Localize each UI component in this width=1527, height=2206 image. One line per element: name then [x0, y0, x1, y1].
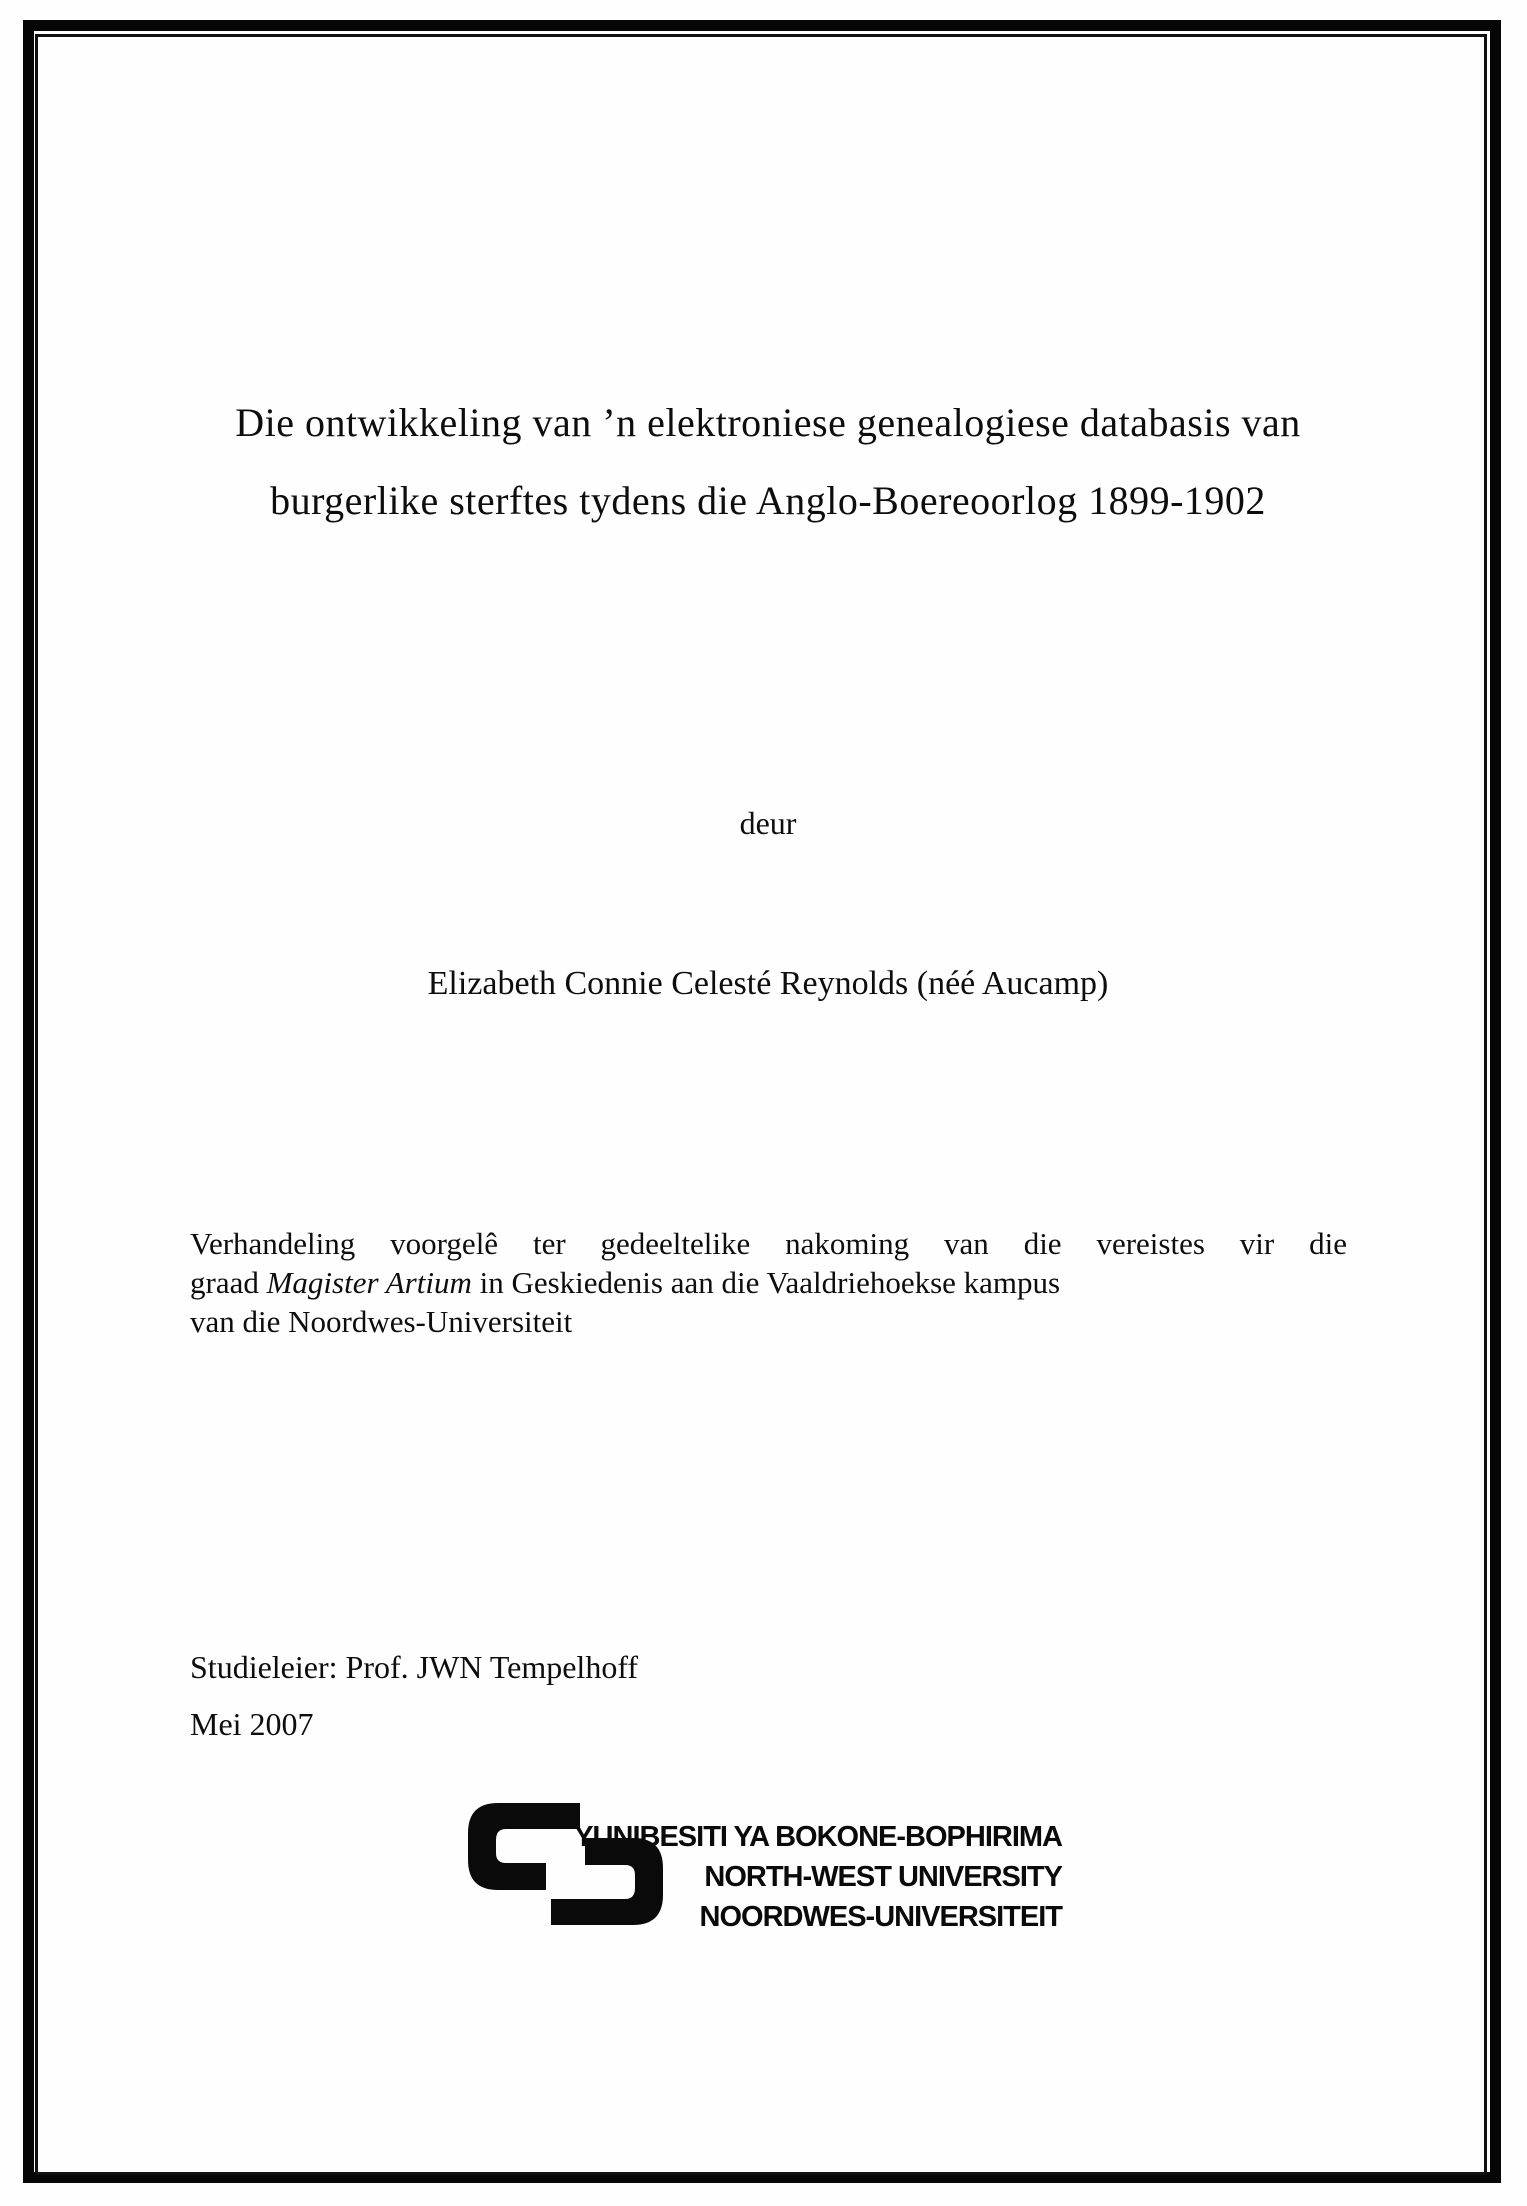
- byline: deur: [739, 805, 797, 841]
- thesis-title: [8, 384, 1527, 540]
- logo-line-afrikaans: NOORDWES-UNIVERSITEIT: [699, 1901, 1062, 1933]
- author-name: Elizabeth Connie Celesté Reynolds (néé Aucamp): [427, 965, 1109, 1002]
- degree-statement: [190, 1224, 1347, 1341]
- logo-line-setswana: YUNIBESITI YA BOKONE-BOPHIRIMA: [574, 1821, 1062, 1853]
- statement-line-2-prefix: graad: [190, 1265, 267, 1300]
- statement-line-2-degree: Magister Artium: [266, 1265, 472, 1300]
- title-line-2: burgerlike sterftes tydens die Anglo-Boereoorlog 1899-1902: [270, 478, 1266, 523]
- statement-line-2: [190, 1263, 1347, 1302]
- supervisor-block: [190, 1639, 1090, 1753]
- title-line-1: Die ontwikkeling van ’n elektroniese genealogiese databasis van: [235, 400, 1301, 445]
- supervisor-line: Studieleier: Prof. JWN Tempelhoff: [190, 1649, 639, 1685]
- logo-line-english: NORTH-WEST UNIVERSITY: [704, 1861, 1062, 1893]
- logo-wordmark: [542, 1817, 1062, 1937]
- statement-line-2-suffix: in Geskiedenis aan die Vaaldriehoekse kampus: [471, 1265, 1061, 1300]
- statement-line-1: Verhandeling voorgelê ter gedeeltelike nakoming van die vereistes vir die: [190, 1226, 1347, 1261]
- statement-line-3: van die Noordwes-Universiteit: [190, 1304, 573, 1339]
- date-line: Mei 2007: [190, 1706, 314, 1742]
